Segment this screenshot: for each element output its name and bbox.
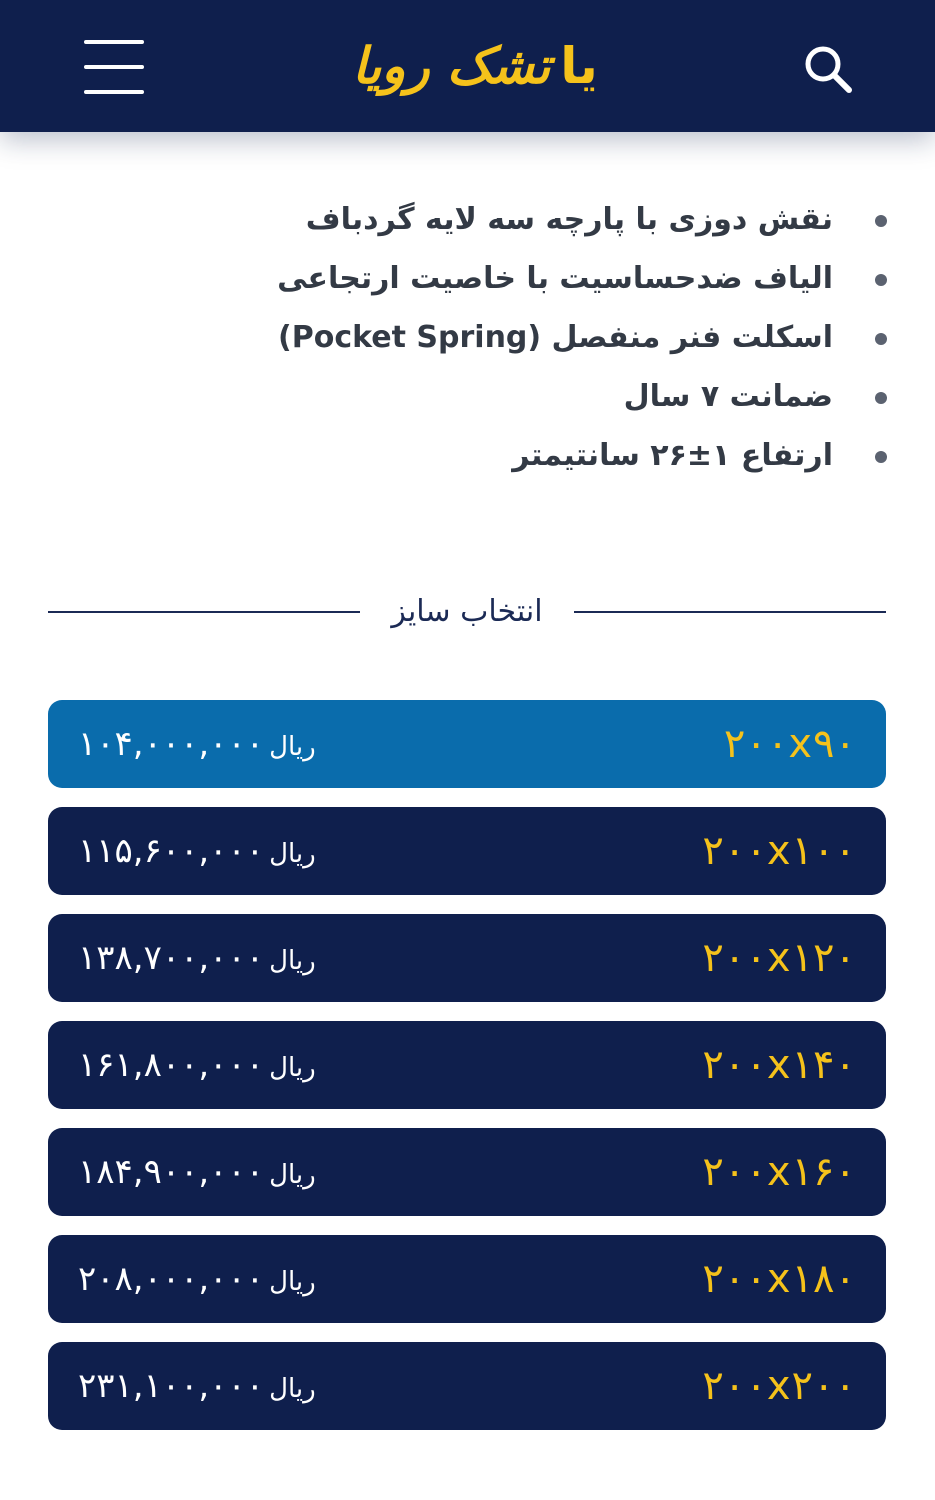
size-price: [78, 1128, 328, 1216]
price-amount: ۲۳۱,۱۰۰,۰۰۰: [78, 1366, 264, 1406]
size-dimension: ۲۰۰x۹۰: [723, 721, 856, 767]
feature-item: [0, 426, 935, 485]
currency-label: ریال: [269, 1160, 316, 1190]
feature-text: نقش دوزی با پارچه سه لایه گردباف: [305, 202, 833, 237]
feature-item: [0, 367, 935, 426]
size-dimension: ۲۰۰x۱۴۰: [702, 1042, 856, 1088]
feature-text: ضمانت ۷ سال: [623, 379, 833, 414]
size-option-200x160[interactable]: [48, 1128, 886, 1216]
currency-label: ریال: [269, 946, 316, 976]
currency-label: ریال: [269, 1053, 316, 1083]
size-price: [78, 914, 328, 1002]
menu-bar-middle: [84, 65, 144, 69]
size-section-header: [48, 584, 886, 640]
feature-item: [0, 308, 935, 367]
currency-label: ریال: [269, 1374, 316, 1404]
bullet-icon: [875, 215, 887, 227]
bullet-icon: [875, 392, 887, 404]
currency-label: ریال: [269, 1267, 316, 1297]
search-icon-graphic: [795, 36, 861, 102]
bullet-icon: [875, 333, 887, 345]
size-option-200x90[interactable]: [48, 700, 886, 788]
size-price: [78, 1235, 328, 1323]
size-option-200x180[interactable]: [48, 1235, 886, 1323]
size-option-list: [48, 700, 886, 1449]
size-section-title: انتخاب سایز: [391, 594, 543, 629]
price-amount: ۱۱۵,۶۰۰,۰۰۰: [78, 831, 264, 871]
size-price: [78, 807, 328, 895]
size-price: [78, 1021, 328, 1109]
size-dimension: ۲۰۰x۱۰۰: [702, 828, 856, 874]
currency-label: ریال: [269, 839, 316, 869]
logo-text: تشک رویا: [352, 37, 551, 95]
divider-line-right: [574, 611, 886, 613]
brand-logo[interactable]: [330, 26, 620, 106]
price-amount: ۱۰۴,۰۰۰,۰۰۰: [78, 724, 264, 764]
size-option-200x120[interactable]: [48, 914, 886, 1002]
price-amount: ۲۰۸,۰۰۰,۰۰۰: [78, 1259, 264, 1299]
price-amount: ۱۶۱,۸۰۰,۰۰۰: [78, 1045, 264, 1085]
menu-bar-bottom: [84, 90, 144, 94]
size-option-200x100[interactable]: [48, 807, 886, 895]
size-price: [78, 1342, 328, 1430]
size-dimension: ۲۰۰x۱۶۰: [702, 1149, 856, 1195]
hamburger-menu-icon[interactable]: [78, 36, 150, 98]
feature-text: ارتفاع ۱±۲۶ سانتیمتر: [512, 438, 833, 473]
logo-mark: یا: [560, 37, 598, 95]
size-dimension: ۲۰۰x۲۰۰: [702, 1363, 856, 1409]
size-dimension: ۲۰۰x۱۲۰: [702, 935, 856, 981]
size-dimension: ۲۰۰x۱۸۰: [702, 1256, 856, 1302]
divider-line-left: [48, 611, 360, 613]
search-icon[interactable]: [795, 36, 861, 102]
size-option-200x140[interactable]: [48, 1021, 886, 1109]
feature-item: [0, 249, 935, 308]
size-price: [78, 700, 328, 788]
price-amount: ۱۳۸,۷۰۰,۰۰۰: [78, 938, 264, 978]
app-header: [0, 0, 935, 132]
feature-list: [0, 190, 935, 485]
feature-text: اسکلت فنر منفصل (Pocket Spring): [278, 320, 833, 355]
bullet-icon: [875, 274, 887, 286]
bullet-icon: [875, 451, 887, 463]
feature-text: الیاف ضدحساسیت با خاصیت ارتجاعی: [277, 261, 833, 296]
currency-label: ریال: [269, 732, 316, 762]
price-amount: ۱۸۴,۹۰۰,۰۰۰: [78, 1152, 264, 1192]
size-option-200x200[interactable]: [48, 1342, 886, 1430]
menu-bar-top: [84, 40, 144, 44]
feature-item: [0, 190, 935, 249]
